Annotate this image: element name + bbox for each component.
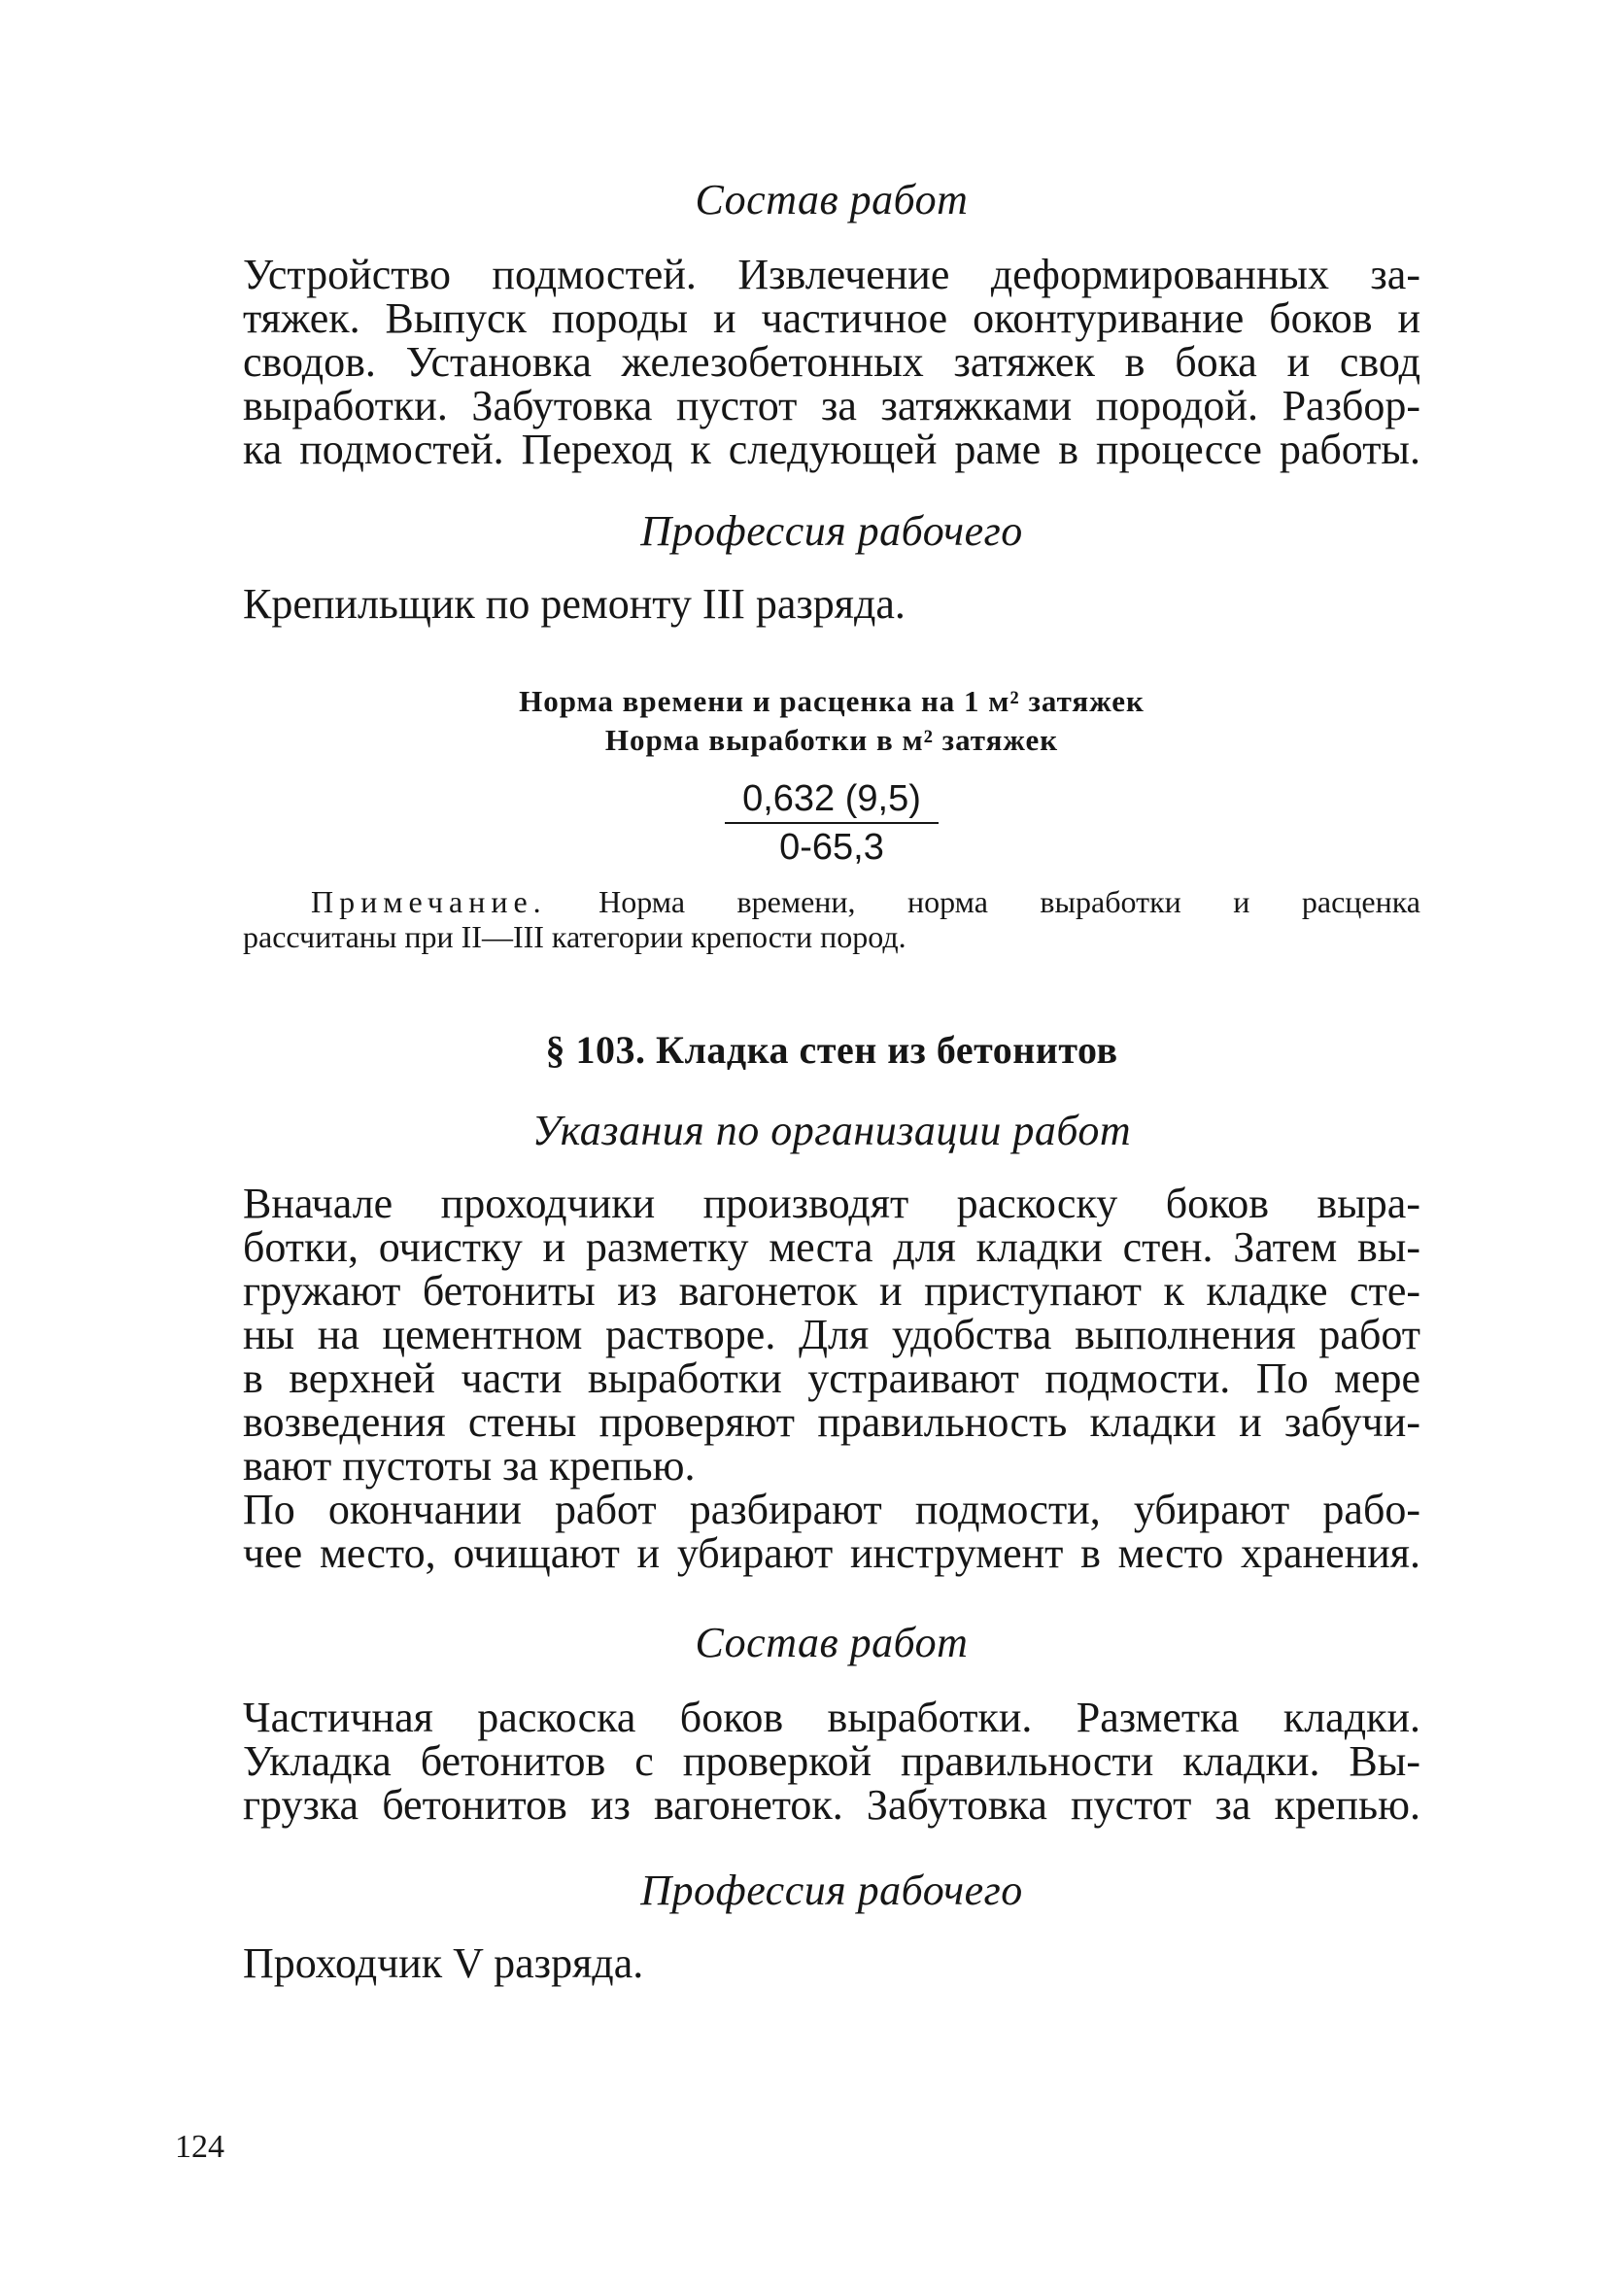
organization-paragraph-2 xyxy=(243,1488,1420,1575)
text-line: Устройство подмостей. Извлечение деформированных за- xyxy=(243,251,1420,298)
section-heading-worker-profession: Профессия рабочего xyxy=(640,507,1023,555)
norm-note xyxy=(243,884,1420,954)
fraction-bar xyxy=(725,822,939,824)
section-heading-work-composition-2: Состав работ xyxy=(695,1619,969,1666)
norm-numerator: 0,632 (9,5) xyxy=(742,778,921,819)
work-composition-paragraph xyxy=(243,253,1420,471)
text-line: возведения стены проверяют правильность кладки и забучи- xyxy=(243,1398,1420,1446)
worker-profession-value: Крепильщик по ремонту III разряда. xyxy=(243,580,906,628)
organization-paragraph-1 xyxy=(243,1182,1420,1488)
text-line: ны на цементном растворе. Для удобства выполнения работ xyxy=(243,1311,1420,1358)
text-line: Укладка бетонитов с проверкой правильности кладки. Вы- xyxy=(243,1737,1420,1785)
text-line: сводов. Установка железобетонных затяжек в бока и свод xyxy=(243,338,1420,386)
page-number: 124 xyxy=(175,2129,224,2165)
text-line: грузка бетонитов из вагонеток. Забутовка пустот за крепью. xyxy=(243,1781,1420,1829)
work-composition-paragraph-2 xyxy=(243,1696,1420,1827)
text-line: ботки, очистку и разметку места для кладки стен. Затем вы- xyxy=(243,1223,1420,1271)
worker-profession-text-2 xyxy=(243,1941,1420,1985)
worker-profession-text xyxy=(243,582,1420,626)
note-text-line1: Норма времени, норма выработки и расценка xyxy=(598,884,1421,919)
norm-heading-line2: Норма выработки в м² затяжек xyxy=(604,723,1059,757)
section-heading-worker-profession-2: Профессия рабочего xyxy=(640,1867,1023,1914)
text-line: По окончании работ разбирают подмости, убирают рабо- xyxy=(243,1486,1420,1533)
note-line xyxy=(243,884,1420,919)
text-line: Частичная раскоска боков выработки. Разметка кладки. xyxy=(243,1694,1420,1741)
text-line: вают пустоты за крепью. xyxy=(243,1442,696,1490)
text-line: выработки. Забутовка пустот за затяжками породой. Разбор- xyxy=(243,382,1420,429)
section-heading-work-composition: Состав работ xyxy=(695,176,969,223)
section-heading-organization-guidelines: Указания по организации работ xyxy=(531,1107,1132,1154)
text-line: Вначале проходчики производят раскоску боков выра- xyxy=(243,1180,1420,1227)
worker-profession-value-2: Проходчик V разряда. xyxy=(243,1939,644,1987)
text-line: тяжек. Выпуск породы и частичное оконтуривание боков и xyxy=(243,294,1420,342)
text-line: гружают бетониты из вагонеток и приступают к кладке сте- xyxy=(243,1267,1420,1315)
note-text-line2: рассчитаны при II—III категории крепости пород. xyxy=(243,919,906,954)
text-line: в верхней части выработки устраивают подмости. По мере xyxy=(243,1354,1420,1402)
norm-denominator: 0-65,3 xyxy=(779,827,884,868)
norm-fraction xyxy=(725,777,939,869)
section-title: § 103. Кладка стен из бетонитов xyxy=(545,1028,1118,1072)
norm-heading-line1: Норма времени и расценка на 1 м² затяжек xyxy=(519,684,1145,718)
text-line: ка подмостей. Переход к следующей раме в процессе работы. xyxy=(243,426,1420,473)
text-line: чее место, очищают и убирают инструмент в место хранения. xyxy=(243,1529,1420,1577)
note-label: Примечание. xyxy=(311,884,547,919)
document-page xyxy=(243,146,1420,1985)
